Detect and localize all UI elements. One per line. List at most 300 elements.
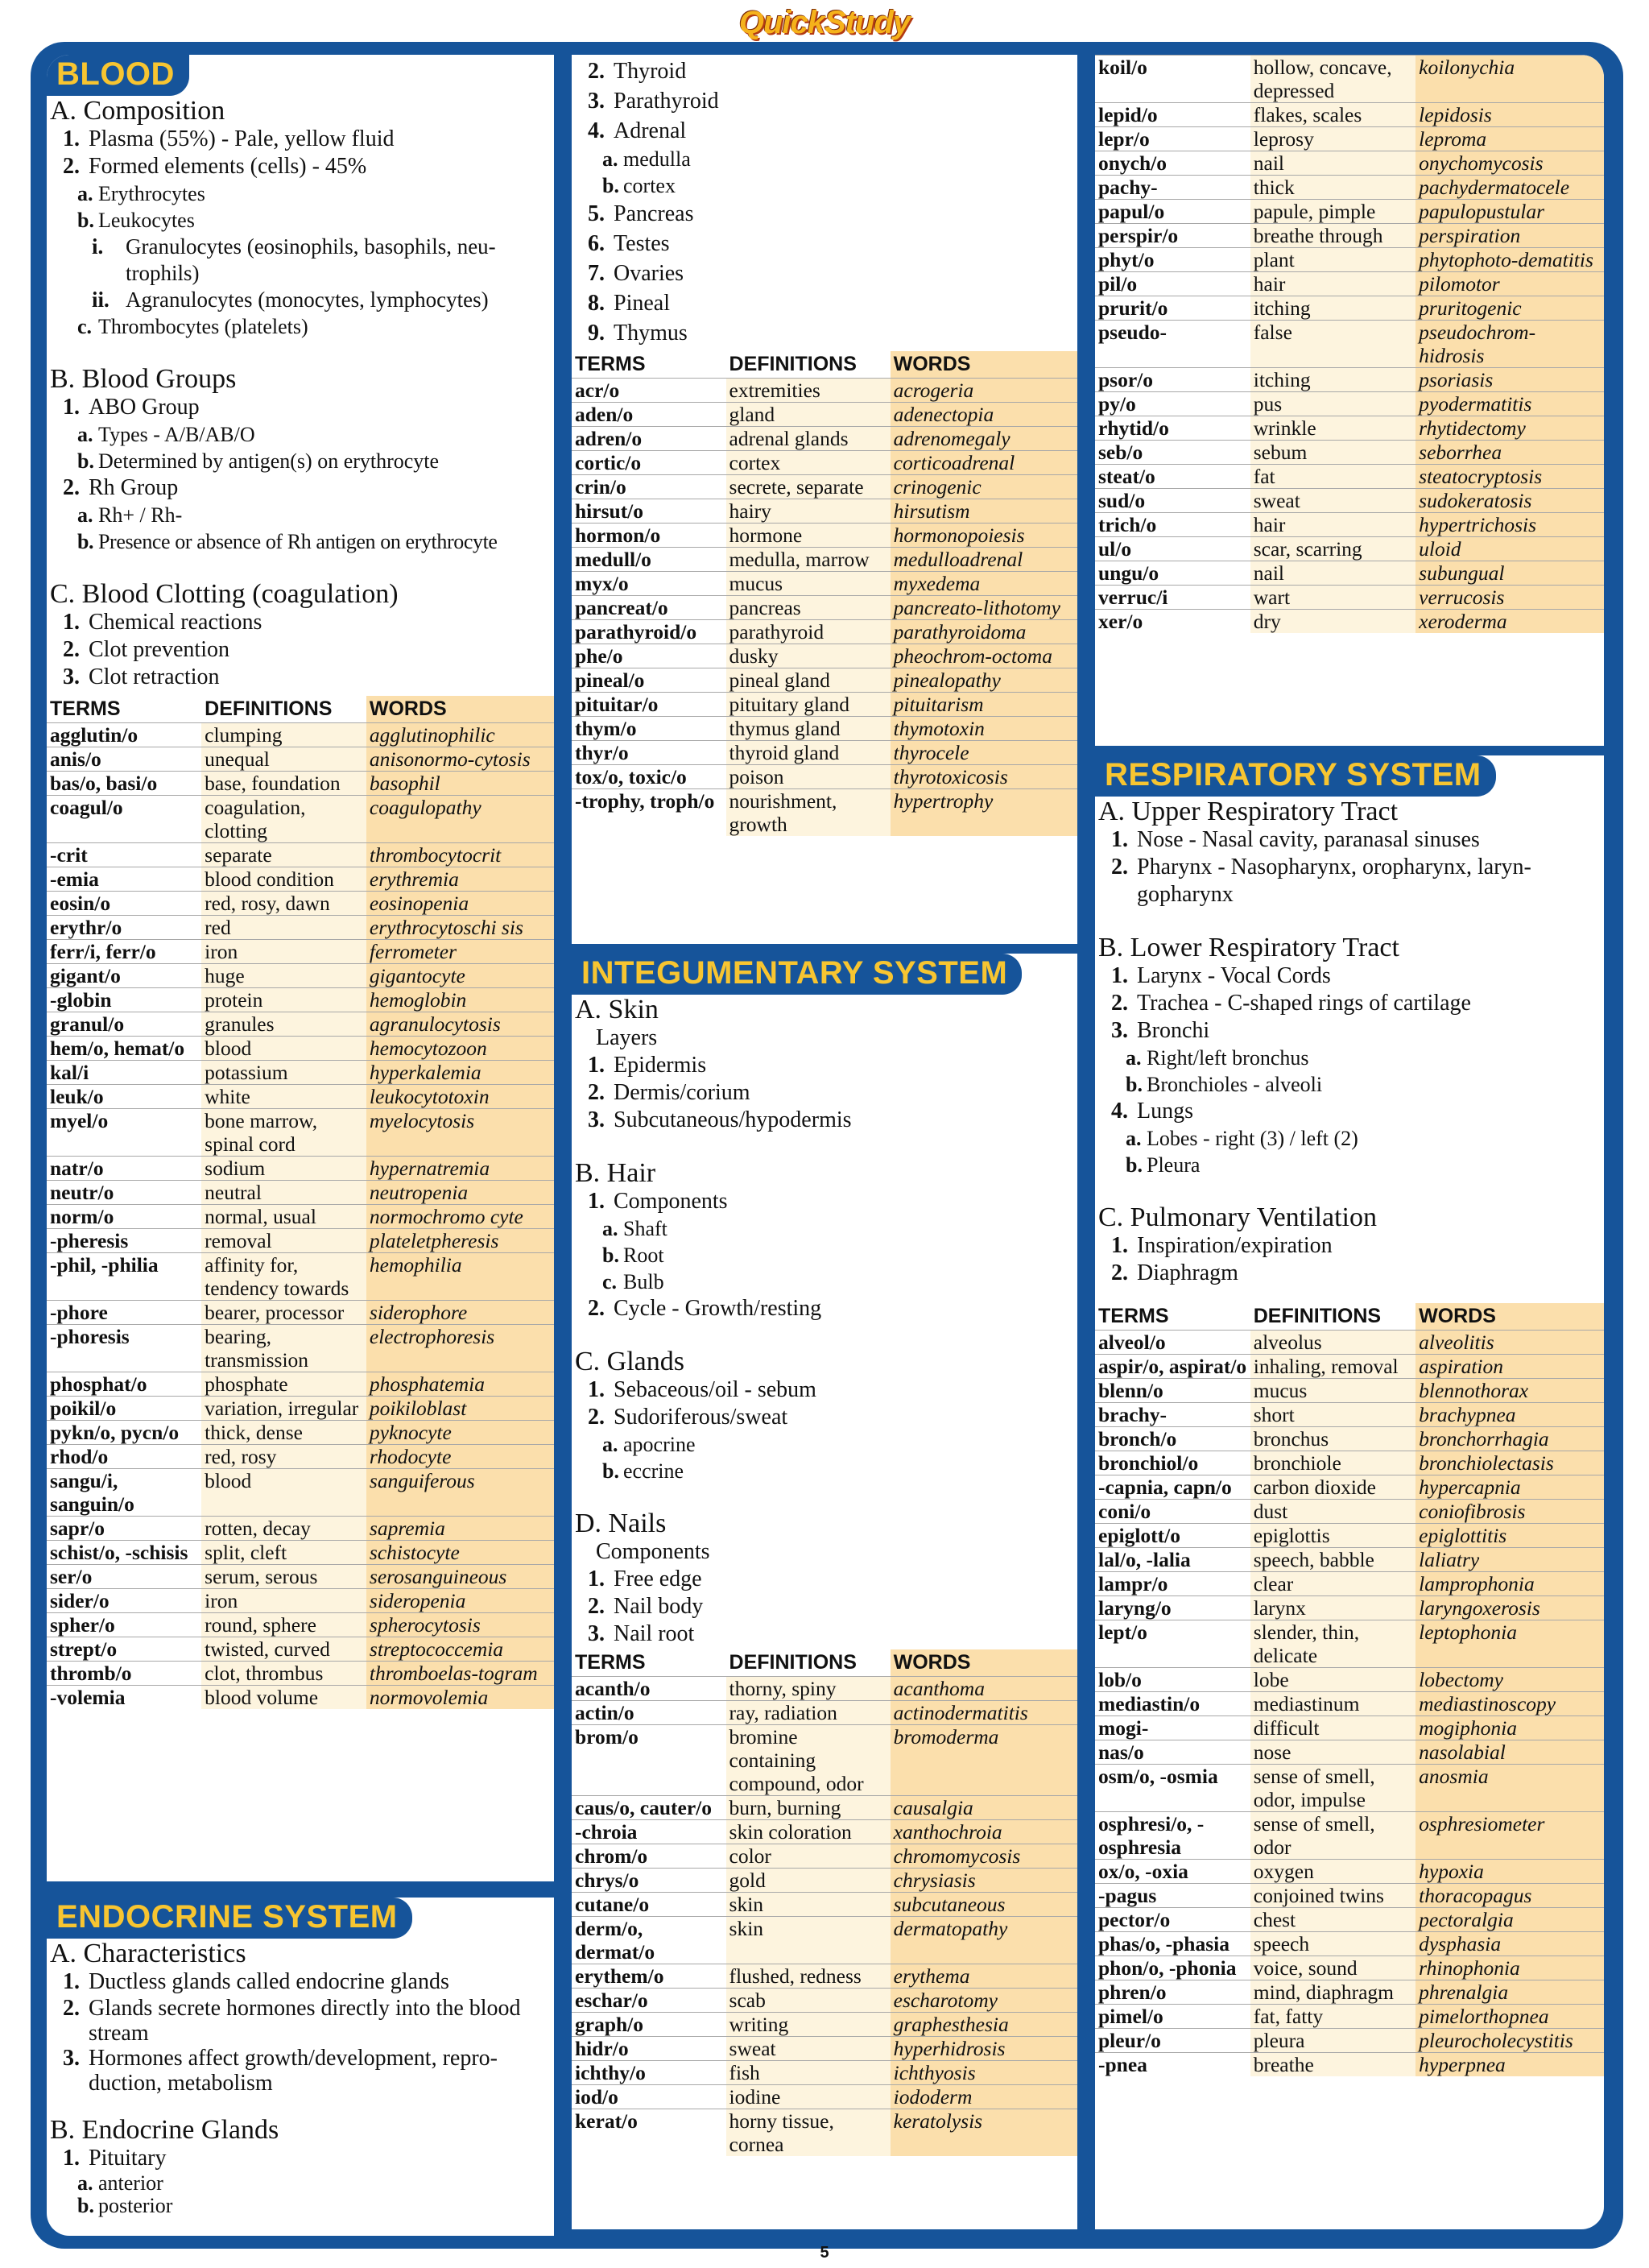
word-cell: hyperkalemia <box>366 1061 554 1085</box>
term-cell: phas/o, -phasia <box>1095 1932 1250 1956</box>
list-item: a. Right/left bronchus <box>1126 1046 1309 1070</box>
definition-cell: iodine <box>726 2085 891 2109</box>
list-item: 1. Inspiration/expiration <box>1111 1233 1333 1258</box>
definition-cell: fat, fatty <box>1250 2005 1415 2029</box>
word-cell: hirsutism <box>891 499 1077 524</box>
definition-cell: separate <box>201 843 366 867</box>
table-row <box>1095 416 1604 441</box>
term-cell: poikil/o <box>47 1397 201 1421</box>
word-cell: onychomycosis <box>1415 151 1604 176</box>
table-row <box>47 1229 554 1253</box>
word-cell: phytophoto-dematitis <box>1415 248 1604 272</box>
definition-cell: skin coloration <box>726 1820 891 1844</box>
list-item: 4. Adrenal <box>588 118 687 143</box>
word-cell: chromomycosis <box>891 1844 1077 1869</box>
definition-cell: itching <box>1250 296 1415 321</box>
definition-cell: twisted, curved <box>201 1637 366 1662</box>
table-row <box>1095 368 1604 392</box>
term-cell: -phil, -philia <box>47 1253 201 1301</box>
word-cell: papulopustular <box>1415 200 1604 224</box>
definition-cell: split, cleft <box>201 1541 366 1565</box>
definition-cell: bromine containing compound, odor <box>726 1725 891 1796</box>
table-row <box>1095 489 1604 513</box>
term-cell: lampr/o <box>1095 1572 1250 1596</box>
term-cell: brom/o <box>572 1725 726 1796</box>
integumentary-continued-panel <box>1095 55 1604 746</box>
term-cell: coni/o <box>1095 1500 1250 1524</box>
definition-cell: blood <box>201 1469 366 1517</box>
table-row <box>1095 1451 1604 1475</box>
term-cell: phosphat/o <box>47 1372 201 1397</box>
word-cell: pyodermatitis <box>1415 392 1604 416</box>
blood-outline <box>47 96 554 691</box>
table-row <box>1095 56 1604 103</box>
table-row <box>47 1421 554 1445</box>
definition-cell: poison <box>726 765 891 789</box>
definition-cell: medulla, marrow <box>726 548 891 572</box>
integumentary-terms-table <box>572 1649 1077 2156</box>
table-row <box>572 427 1077 451</box>
list-item: 4. Lungs <box>1111 1099 1193 1124</box>
integumentary-terms-table-continued <box>1095 55 1604 633</box>
term-cell: -crit <box>47 843 201 867</box>
list-item: 3. Hormones affect growth/development, repro-duction, metabolism <box>63 2046 498 2096</box>
table-row <box>1095 1331 1604 1355</box>
word-cell: iododerm <box>891 2085 1077 2109</box>
list-item: 2. Dermis/corium <box>588 1080 750 1105</box>
table-row <box>572 548 1077 572</box>
definition-cell: pancreas <box>726 596 891 620</box>
word-cell: poikiloblast <box>366 1397 554 1421</box>
table-row <box>1095 2029 1604 2053</box>
blood-header: BLOOD <box>47 55 189 96</box>
respiratory-header: RESPIRATORY SYSTEM <box>1095 755 1496 797</box>
table-row <box>572 572 1077 596</box>
word-cell: serosanguineous <box>366 1565 554 1589</box>
term-cell: ichthy/o <box>572 2061 726 2085</box>
word-cell: myxedema <box>891 572 1077 596</box>
table-row <box>47 1469 554 1517</box>
term-cell: pil/o <box>1095 272 1250 296</box>
term-cell: -pheresis <box>47 1229 201 1253</box>
words-column-header: WORDS <box>1415 1303 1604 1331</box>
word-cell: nasolabial <box>1415 1740 1604 1765</box>
table-row <box>572 717 1077 741</box>
definition-cell: clear <box>1250 1572 1415 1596</box>
word-cell: uloid <box>1415 537 1604 561</box>
definition-cell: larynx <box>1250 1596 1415 1620</box>
page-number: 5 <box>820 2244 829 2262</box>
word-cell: electrophoresis <box>366 1325 554 1372</box>
table-row <box>47 867 554 892</box>
definition-cell: affinity for, tendency towards <box>201 1253 366 1301</box>
term-cell: leuk/o <box>47 1085 201 1109</box>
term-cell: py/o <box>1095 392 1250 416</box>
definition-cell: iron <box>201 940 366 964</box>
table-row <box>572 1917 1077 1964</box>
term-cell: cutane/o <box>572 1893 726 1917</box>
definition-cell: normal, usual <box>201 1205 366 1229</box>
list-item: 6. Testes <box>588 231 670 256</box>
word-cell: hemoglobin <box>366 988 554 1012</box>
table-row <box>47 988 554 1012</box>
term-cell: mogi- <box>1095 1716 1250 1740</box>
list-item: 8. Pineal <box>588 291 670 316</box>
term-cell: myx/o <box>572 572 726 596</box>
table-row <box>47 964 554 988</box>
table-row <box>1095 1692 1604 1716</box>
table-row <box>1095 1548 1604 1572</box>
word-cell: agranulocytosis <box>366 1012 554 1037</box>
table-row <box>572 1820 1077 1844</box>
term-cell: bronchiol/o <box>1095 1451 1250 1475</box>
term-cell: graph/o <box>572 2013 726 2037</box>
term-cell: sapr/o <box>47 1517 201 1541</box>
table-row <box>572 765 1077 789</box>
table-row <box>572 1869 1077 1893</box>
word-cell: epiglottitis <box>1415 1524 1604 1548</box>
respiratory-pulmonary-title: C. Pulmonary Ventilation <box>1098 1202 1377 1232</box>
table-row <box>1095 296 1604 321</box>
term-cell: sud/o <box>1095 489 1250 513</box>
term-cell: kerat/o <box>572 2109 726 2157</box>
definition-cell: carbon dioxide <box>1250 1475 1415 1500</box>
list-item: 3. Nail root <box>588 1621 695 1646</box>
term-cell: acr/o <box>572 379 726 403</box>
table-row <box>47 1253 554 1301</box>
term-cell: hirsut/o <box>572 499 726 524</box>
word-cell: brachypnea <box>1415 1403 1604 1427</box>
term-cell: medull/o <box>572 548 726 572</box>
word-cell: subcutaneous <box>891 1893 1077 1917</box>
term-cell: actin/o <box>572 1701 726 1725</box>
word-cell: myelocytosis <box>366 1109 554 1157</box>
term-cell: pancreat/o <box>572 596 726 620</box>
term-cell: phyt/o <box>1095 248 1250 272</box>
word-cell: laliatry <box>1415 1548 1604 1572</box>
table-row <box>47 1372 554 1397</box>
integumentary-nails-title: D. Nails <box>575 1509 667 1538</box>
term-cell: pituitar/o <box>572 693 726 717</box>
table-row <box>47 940 554 964</box>
word-cell: acanthoma <box>891 1677 1077 1701</box>
definition-cell: papule, pimple <box>1250 200 1415 224</box>
definition-cell: thymus gland <box>726 717 891 741</box>
term-cell: ferr/i, ferr/o <box>47 940 201 964</box>
table-row <box>1095 272 1604 296</box>
table-row <box>47 723 554 747</box>
word-cell: leptophonia <box>1415 1620 1604 1668</box>
definition-cell: red, rosy <box>201 1445 366 1469</box>
endocrine-glands-list <box>572 55 1077 348</box>
definition-cell: hair <box>1250 272 1415 296</box>
term-cell: neutr/o <box>47 1181 201 1205</box>
table-row <box>1095 1620 1604 1668</box>
respiratory-outline <box>1095 797 1604 1287</box>
word-cell: mediastinoscopy <box>1415 1692 1604 1716</box>
list-item: 5. Pancreas <box>588 201 694 226</box>
table-row <box>47 1637 554 1662</box>
term-cell: prurit/o <box>1095 296 1250 321</box>
term-cell: crin/o <box>572 475 726 499</box>
word-cell: rhytidectomy <box>1415 416 1604 441</box>
table-row <box>572 1701 1077 1725</box>
definition-cell: speech <box>1250 1932 1415 1956</box>
table-row <box>1095 537 1604 561</box>
definition-cell: thick <box>1250 176 1415 200</box>
table-row <box>1095 1500 1604 1524</box>
table-row <box>1095 1668 1604 1692</box>
word-cell: medulloadrenal <box>891 548 1077 572</box>
definition-cell: pineal gland <box>726 668 891 693</box>
term-cell: iod/o <box>572 2085 726 2109</box>
definition-cell: gland <box>726 403 891 427</box>
table-row <box>572 2109 1077 2157</box>
word-cell: ichthyosis <box>891 2061 1077 2085</box>
definition-cell: variation, irregular <box>201 1397 366 1421</box>
table-row <box>572 379 1077 403</box>
term-cell: myel/o <box>47 1109 201 1157</box>
term-cell: ox/o, -oxia <box>1095 1860 1250 1884</box>
table-row <box>1095 1812 1604 1860</box>
definition-cell: clot, thrombus <box>201 1662 366 1686</box>
table-row <box>47 1541 554 1565</box>
term-cell: erythr/o <box>47 916 201 940</box>
term-cell: pineal/o <box>572 668 726 693</box>
term-cell: seb/o <box>1095 441 1250 465</box>
term-cell: lob/o <box>1095 1668 1250 1692</box>
definition-cell: rotten, decay <box>201 1517 366 1541</box>
definition-cell: dusky <box>726 644 891 668</box>
list-item: Layers <box>596 1025 658 1050</box>
word-cell: pilomotor <box>1415 272 1604 296</box>
word-cell: seborrhea <box>1415 441 1604 465</box>
word-cell: sideropenia <box>366 1589 554 1613</box>
definition-cell: fat <box>1250 465 1415 489</box>
term-cell: nas/o <box>1095 1740 1250 1765</box>
respiratory-terms-table <box>1095 1303 1604 2076</box>
word-cell: gigantocyte <box>366 964 554 988</box>
word-cell: coagulopathy <box>366 796 554 843</box>
term-cell: pseudo- <box>1095 321 1250 368</box>
list-item: i. Granulocytes (eosinophils, basophils, neu-trophils) <box>92 234 496 285</box>
word-cell: agglutinophilic <box>366 723 554 747</box>
definition-cell: oxygen <box>1250 1860 1415 1884</box>
definition-cell: protein <box>201 988 366 1012</box>
definition-cell: writing <box>726 2013 891 2037</box>
definition-cell: neutral <box>201 1181 366 1205</box>
terms-column-header: TERMS <box>1095 1303 1250 1331</box>
table-row <box>1095 1740 1604 1765</box>
definition-cell: blood <box>201 1037 366 1061</box>
list-item: 2. Cycle - Growth/resting <box>588 1296 822 1321</box>
word-cell: escharotomy <box>891 1989 1077 2013</box>
table-row <box>1095 1572 1604 1596</box>
definition-cell: sweat <box>1250 489 1415 513</box>
word-cell: blennothorax <box>1415 1379 1604 1403</box>
word-cell: adrenomegaly <box>891 427 1077 451</box>
table-row <box>572 2013 1077 2037</box>
definition-cell: blood condition <box>201 867 366 892</box>
list-item: 1. Nose - Nasal cavity, paranasal sinuses <box>1111 827 1480 852</box>
word-cell: xeroderma <box>1415 610 1604 634</box>
table-row <box>1095 1932 1604 1956</box>
term-cell: blenn/o <box>1095 1379 1250 1403</box>
definition-cell: sense of smell, odor, impulse <box>1250 1765 1415 1812</box>
term-cell: thyr/o <box>572 741 726 765</box>
definition-cell: cortex <box>726 451 891 475</box>
table-row <box>1095 151 1604 176</box>
definition-cell: bronchus <box>1250 1427 1415 1451</box>
word-cell: lamprophonia <box>1415 1572 1604 1596</box>
list-item: 7. Ovaries <box>588 261 684 286</box>
word-cell: keratolysis <box>891 2109 1077 2157</box>
term-cell: brachy- <box>1095 1403 1250 1427</box>
list-item: 2. Diaphragm <box>1111 1260 1238 1285</box>
table-row <box>572 2085 1077 2109</box>
term-cell: steat/o <box>1095 465 1250 489</box>
word-cell: anisonormo-cytosis <box>366 747 554 772</box>
table-row <box>572 451 1077 475</box>
list-item: a. Shaft <box>602 1217 667 1240</box>
definition-cell: conjoined twins <box>1250 1884 1415 1908</box>
list-item: ii. Agranulocytes (monocytes, lymphocytes) <box>92 288 489 312</box>
word-cell: aspiration <box>1415 1355 1604 1379</box>
term-cell: xer/o <box>1095 610 1250 634</box>
table-row <box>1095 127 1604 151</box>
word-cell: pheochrom-octoma <box>891 644 1077 668</box>
table-row <box>1095 392 1604 416</box>
table-row <box>1095 2005 1604 2029</box>
endocrine-panel <box>47 1898 554 2236</box>
terms-column-header: TERMS <box>572 1649 726 1677</box>
list-item: a. Types - A/B/AB/O <box>77 423 255 446</box>
list-item: 2. Trachea - C-shaped rings of cartilage <box>1111 991 1471 1016</box>
definition-cell: scar, scarring <box>1250 537 1415 561</box>
table-row <box>572 403 1077 427</box>
word-cell: sanguiferous <box>366 1469 554 1517</box>
word-cell: hormonopoiesis <box>891 524 1077 548</box>
term-cell: -pnea <box>1095 2053 1250 2077</box>
word-cell: neutropenia <box>366 1181 554 1205</box>
table-row <box>47 747 554 772</box>
definition-cell: mediastinum <box>1250 1692 1415 1716</box>
definition-cell: potassium <box>201 1061 366 1085</box>
word-cell: pseudochrom-hidrosis <box>1415 321 1604 368</box>
word-cell: pimelorthopnea <box>1415 2005 1604 2029</box>
table-row <box>47 1012 554 1037</box>
table-row <box>572 1844 1077 1869</box>
list-item: a. medulla <box>602 147 691 171</box>
list-item: a. apocrine <box>602 1433 696 1456</box>
word-cell: pituitarism <box>891 693 1077 717</box>
table-row <box>1095 1379 1604 1403</box>
definition-cell: coagulation, clotting <box>201 796 366 843</box>
word-cell: hypercapnia <box>1415 1475 1604 1500</box>
term-cell: hem/o, hemat/o <box>47 1037 201 1061</box>
word-cell: hypertrophy <box>891 789 1077 837</box>
word-cell: xanthochroia <box>891 1820 1077 1844</box>
word-cell: dermatopathy <box>891 1917 1077 1964</box>
definition-cell: blood volume <box>201 1686 366 1710</box>
term-cell: -trophy, troph/o <box>572 789 726 837</box>
word-cell: erythrocytoschi sis <box>366 916 554 940</box>
table-row <box>1095 176 1604 200</box>
list-item: 2. Glands secrete hormones directly into the blood stream <box>63 1996 521 2046</box>
word-cell: koilonychia <box>1415 56 1604 103</box>
list-item: b. Pleura <box>1126 1153 1201 1177</box>
word-cell: thoracopagus <box>1415 1884 1604 1908</box>
table-row <box>1095 441 1604 465</box>
definition-cell: removal <box>201 1229 366 1253</box>
term-cell: -volemia <box>47 1686 201 1710</box>
definition-cell: hair <box>1250 513 1415 537</box>
table-row <box>572 596 1077 620</box>
word-cell: hyperhidrosis <box>891 2037 1077 2061</box>
list-item: 3. Bronchi <box>1111 1018 1210 1043</box>
table-row <box>572 693 1077 717</box>
term-cell: natr/o <box>47 1157 201 1181</box>
table-row <box>47 1397 554 1421</box>
table-row <box>1095 1980 1604 2005</box>
table-row <box>47 892 554 916</box>
definition-cell: bearing, transmission <box>201 1325 366 1372</box>
word-cell: steatocryptosis <box>1415 465 1604 489</box>
list-item: a. Lobes - right (3) / left (2) <box>1126 1127 1358 1150</box>
list-item: 1. Sebaceous/oil - sebum <box>588 1377 816 1402</box>
table-row <box>572 499 1077 524</box>
blood-groups-title: B. Blood Groups <box>50 364 237 394</box>
word-cell: pectoralgia <box>1415 1908 1604 1932</box>
word-cell: parathyroidoma <box>891 620 1077 644</box>
definition-cell: pituitary gland <box>726 693 891 717</box>
integumentary-outline <box>572 995 1077 1648</box>
term-cell: verruc/i <box>1095 586 1250 610</box>
terms-column-header: TERMS <box>47 696 201 723</box>
term-cell: acanth/o <box>572 1677 726 1701</box>
word-cell: alveolitis <box>1415 1331 1604 1355</box>
term-cell: eschar/o <box>572 1989 726 2013</box>
word-cell: corticoadrenal <box>891 451 1077 475</box>
definition-cell: parathyroid <box>726 620 891 644</box>
table-row <box>1095 1908 1604 1932</box>
list-item: c. Thrombocytes (platelets) <box>77 315 308 338</box>
term-cell: hidr/o <box>572 2037 726 2061</box>
terms-column-header: TERMS <box>572 351 726 379</box>
list-item: b. posterior <box>77 2194 173 2217</box>
endocrine-outline <box>47 1939 554 2217</box>
word-cell: lobectomy <box>1415 1668 1604 1692</box>
word-cell: plateletpheresis <box>366 1229 554 1253</box>
integumentary-panel <box>572 954 1077 2229</box>
list-item: 3. Clot retraction <box>63 664 220 689</box>
list-item: 1. Free edge <box>588 1566 702 1591</box>
term-cell: adren/o <box>572 427 726 451</box>
term-cell: koil/o <box>1095 56 1250 103</box>
list-item: a. anterior <box>77 2171 163 2195</box>
definition-cell: flakes, scales <box>1250 103 1415 127</box>
table-row <box>1095 561 1604 586</box>
table-row <box>47 1109 554 1157</box>
respiratory-panel <box>1095 755 1604 2229</box>
definition-cell: white <box>201 1085 366 1109</box>
term-cell: bronch/o <box>1095 1427 1250 1451</box>
list-item: 2. Clot prevention <box>63 637 229 662</box>
table-row <box>47 1613 554 1637</box>
term-cell: pector/o <box>1095 1908 1250 1932</box>
definition-cell: sweat <box>726 2037 891 2061</box>
definition-cell: fish <box>726 2061 891 2085</box>
